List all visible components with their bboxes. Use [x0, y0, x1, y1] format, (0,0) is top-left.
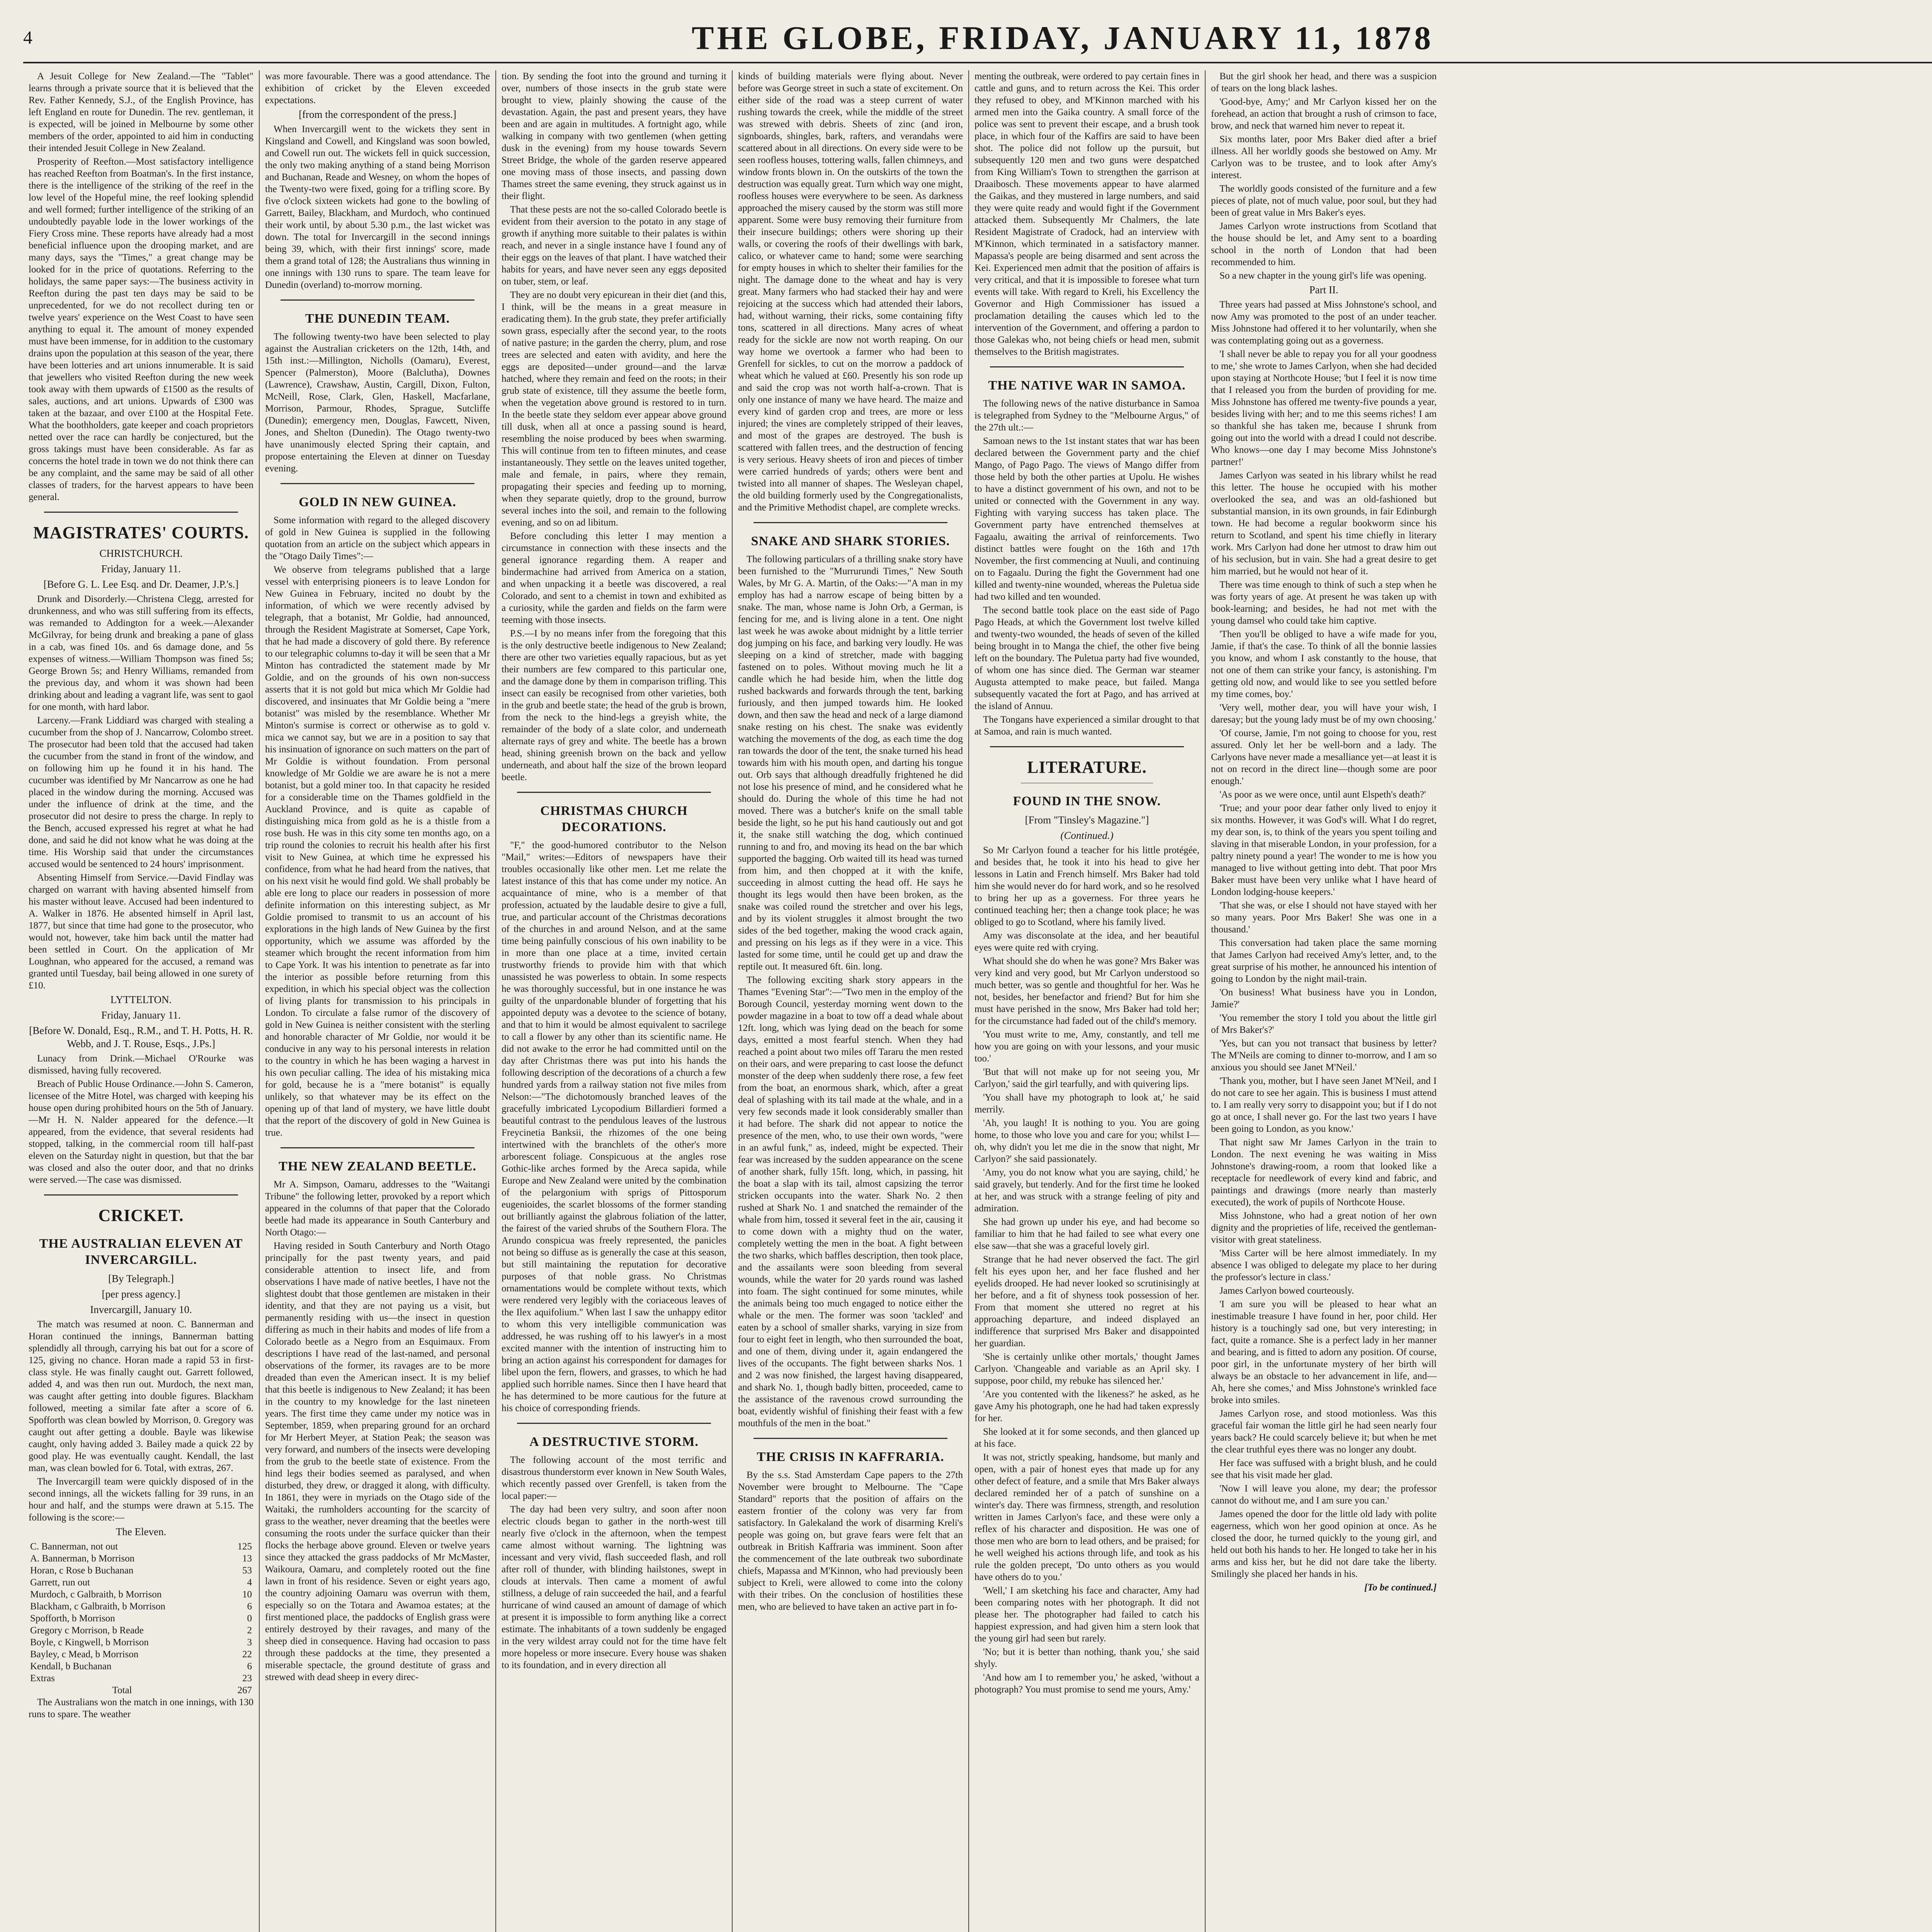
article-paragraph: 'Are you contented with the likeness?' he asked, as he gave Amy his photograph, one he had had taken expressly for her.: [975, 1389, 1199, 1423]
article-paragraph: 'Miss Carter will be here almost immediately. In my absence I was obliged to delegate my place to her during the professor's lecture in class.': [1211, 1248, 1437, 1282]
batsman-name: Bayley, c Mead, b Morrison: [30, 1649, 139, 1660]
article-paragraph: The match was resumed at noon. C. Bannerman and Horan continued the innings, Bannerman batting splendidly all through, carrying his bat out for a score of 125, giving no chance. Horan made a rapid 53 in first-class style. He was finally caught out. Garrett followed, added 4, and was then run out. Murdoch, the next man, was caught after getting into double figures. Blackham followed, meeting a similar fate after a score of 6. Spofforth was clean bowled by Morrison, 0. Gregory was caught out after getting a double. Bayle was likewise caught, only having added 3. Bailey made a quick 22 by good play. He was eventually caught. Kendall, the last man, was clean bowled for 6. Total, with extras, 267.: [29, 1319, 253, 1473]
column-4: [733, 70, 969, 1932]
batsman-name: Murdoch, c Galbraith, b Morrison: [30, 1589, 162, 1600]
batsman-name: Extras: [30, 1673, 55, 1684]
article-paragraph: The following news of the native disturbance in Samoa is telegraphed from Sydney to the "Melbourne Argus," of the 27th ult.:—: [975, 398, 1199, 433]
article-heading: SNAKE AND SHARK STORIES.: [751, 534, 950, 548]
column-2: [260, 70, 496, 1932]
article-paragraph: 'I shall never be able to repay you for all your goodness to me,' she wrote to James Carlyon, when she had decided upon staying at Northcote House; 'but I feel it is now time that I released you from the burden of providing for me. Miss Johnstone has offered me twenty-five pounds a year, besides living with her; and to me this seems riches! I am so thankful she has taken me, because I shrunk from going out into the world with a dread I could not describe. Who knows—one day I may become Miss Johnstone's partner!': [1211, 349, 1437, 467]
article-paragraph: James opened the door for the little old lady with polite eagerness, which won her good opinion at once. As he closed the door, he turned quickly to the young girl, and held out both his hands to her. He longed to take her in his arms and kiss her, but he did not dare take the liberty. Smilingly she placed her hands in his.: [1211, 1509, 1437, 1579]
article-paragraph: This conversation had taken place the same morning that James Carlyon had received Amy's letter, and, to the great surprise of his mother, he announced his intention of going to London by the night mail-train.: [1211, 938, 1437, 984]
article-paragraph: 'Now I will leave you alone, my dear; the professor cannot do without me, and I am sure you can.': [1211, 1483, 1437, 1506]
article-paragraph: Larceny.—Frank Liddiard was charged with stealing a cucumber from the shop of J. Nancarrow, Colombo street. The prosecutor had been told that the accused had taken the cucumber from the stand in front of the window, and on following him up he found it in his hand. The cucumber was identified by Mr Nancarrow as one he had placed in the window during the morning. Accused was under the influence of drink at the time, and the prosecutor did not desire to press the charge. In reply to the Bench, accused expressed his regret at what he had done, and said he did not know what he was doing at the time. His Worship said that under the circumstances accused would be sentenced to 24 hours' imprisonment.: [29, 715, 253, 869]
columns: [23, 70, 1932, 1932]
court-bench: [Before W. Donald, Esq., R.M., and T. H. Potts, H. R. Webb, and J. T. Rouse, Esqs., J.Ps.]: [29, 1025, 253, 1049]
article-paragraph: "F," the good-humored contributor to the Nelson "Mail," writes:—Editors of newspapers have their troubles occasionally like other men. Let me relate the latest instance of this that has come under my notice. An acquaintance of mine, who is a member of that profession, actuated by the laudable desire to give a full, true, and particular account of the Christmas decorations of the churches in and around Nelson, and at the same time being painfully conscious of his own inability to be in more than one place at a time, invited certain trustworthy friends to provide him with that which unassisted he was powerless to obtain. In some respects he was thoroughly successful, but in one instance he was guilty of the unpardonable blunder of forgetting that his appointed deputy was a devotee to the science of botany, and that to him it would be almost equivalent to sacrilege to call a flower by any other than its scientific name. He did not awake to the error he had committed until on the day after Christmas there was put into his hands the following description of the decorations of a church a few hundred yards from a railway station not five miles from Nelson:—"The dichotomously branched leaves of the gracefully imbricated Lycopodium Billardieri formed a beautiful contrast to the pendulous leaves of the lustrous Freycinetia Banksii, the rhizomes of the one being intertwined with the branchlets of the other's more arborescent foliage. Conspicuous at the angles rose Gothic-like arches formed by the Areca sapida, while Europe and New Zealand were united by the combination of the pelargonium with sprigs of Pittosporum eugenioides, the scarlet blossoms of the former standing out brilliantly against the glabrous foliation of the latter, the fairest of the varied shrubs of the Southern Flora. The Arundo conspicua was freely represented, the panicles not being so diffuse as is generally the case at this season, but still maintaining the reputation for decorative purposes of that noble grass. No Christmas ornamentations would be complete without texts, which were rendered very legibly with the coriaceous leaves of the Ilex aquifolium." When last I saw the unhappy editor to whom this very intelligible communication was addressed, he was rushing off to his lawyer's in a most excited manner with the intention of instructing him to bring an action against his correspondent for damages for libel upon the fern, flowers, and grasses, to which he had applied such horrible names. Since then I have heard that he has determined to be more cautious for the future at his choice of corresponding friends.: [502, 840, 726, 1413]
article-paragraph: Mr A. Simpson, Oamaru, addresses to the "Waitangi Tribune" the following letter, provoked by a report which appeared in the columns of that paper that the Colorado beetle had made its appearance in South Canterbury and North Otago:—: [265, 1179, 490, 1238]
scorecard-row: [29, 1553, 253, 1565]
column-3: [496, 70, 733, 1932]
agency: [per press agency.]: [102, 1288, 180, 1300]
article-heading: THE NATIVE WAR IN SAMOA.: [988, 378, 1186, 393]
article-paragraph: Amy was disconsolate at the idea, and her beautiful eyes were quite red with crying.: [975, 930, 1199, 953]
source-line: [From "Tinsley's Magazine."]: [1025, 814, 1149, 826]
article-paragraph: 'And how am I to remember you,' he asked, 'without a photograph? You must promise to send me yours, Amy.': [975, 1672, 1199, 1695]
divider: [281, 299, 474, 301]
article-paragraph: Samoan news to the 1st instant states that war has been declared between the Government party and the chief Mango, of Pago Pago. The views of Mango differ from those held by both the other parties at Upolu. He wishes to have a distinct government of his own, and not to be united or connected with the Government in any way. Fighting with varying success has taken place. The Government party have entrenched themselves at Fagaalu, awaiting the arrival of reinforcements. Two distinct battles were fought on the 16th and 17th November, the first commencing at Nuuli, and continuing on to Fagaalu. During the fight the Government had one killed and twenty-nine wounded, whereas the Puletua side had two killed and ten wounded.: [975, 436, 1199, 602]
article-paragraph: She had grown up under his eye, and had become so familiar to him that he had failed to see what every one else saw—that she was a graceful lovely girl.: [975, 1217, 1199, 1251]
batsman-runs: 4: [247, 1577, 252, 1588]
article-paragraph: A Jesuit College for New Zealand.—The "Tablet" learns through a private source that it is believed that the Rev. Father Kennedy, S.J., of the English Province, has left England en route for Dunedin. The rev. gentleman, it is expected, will be joined in Melbourne by some other members of the order, appointed to aid him in conducting their intended Jesuit College in New Zealand.: [29, 71, 253, 153]
article-paragraph: The Australians won the match in one innings, with 130 runs to spare. The weather: [29, 1697, 253, 1719]
article-paragraph: menting the outbreak, were ordered to pay certain fines in cattle and guns, and to return across the Kei. This order they refused to obey, and M'Kinnon marched with his armed men into the Gaika country. A small force of the police was sent to prevent their escape, and a brush took place, in which four of the Kaffirs are said to have been shot. The police did not follow up the pursuit, but subsequently 120 men and two guns were despatched from King William's Town to strengthen the garrison at Draaibosch. These movements appear to have alarmed the Gaikas, and they mustered in large numbers, and said they were quite ready and would fight if the Government attacked them. Subsequently Mr Chalmers, the late Resident Magistrate of Cradock, had an interview with M'Kinnon, which terminated in a satisfactory manner. Mapassa's people are being disarmed and sent across the Kei. Experienced men admit that the position of affairs is very critical, and that it is impossible to foresee what turn events will take. With regard to Kreli, his Excellency the Governor and High Commissioner has issued a proclamation detailing the causes which led to the intervention of the Government, and offering a pardon to those Galekas who, not being chiefs or head men, submit themselves to the British magistrates.: [975, 71, 1199, 357]
article-paragraph: 'But that will not make up for not seeing you, Mr Carlyon,' said the girl tearfully, and with quivering lips.: [975, 1067, 1199, 1089]
scorecard-total-label: Total: [112, 1685, 132, 1696]
divider: [990, 746, 1184, 747]
article-paragraph: James Carlyon bowed courteously.: [1219, 1286, 1354, 1296]
article-heading: THE NEW ZEALAND BEETLE.: [279, 1159, 476, 1173]
article-paragraph: So a new chapter in the young girl's life was opening.: [1219, 270, 1427, 281]
column-6: [1206, 70, 1442, 1932]
divider: [517, 1423, 711, 1424]
scorecard-row: [29, 1672, 253, 1684]
batsman-runs: 10: [242, 1589, 252, 1600]
scorecard-table: [29, 1541, 253, 1696]
section-heading: MAGISTRATES' COURTS.: [33, 523, 249, 542]
divider: [753, 522, 947, 523]
batsman-runs: 6: [247, 1661, 252, 1672]
newspaper-title: THE GLOBE, FRIDAY, JANUARY 11, 1878: [692, 19, 1434, 56]
section-heading: LITERATURE.: [1027, 758, 1147, 777]
article-paragraph: Three years had passed at Miss Johnstone's school, and now Amy was promoted to the post of an under teacher. Miss Johnstone had offered it to her voluntarily, when she was contemplating going out as a governess.: [1211, 299, 1437, 346]
divider: [281, 483, 474, 484]
article-paragraph: 'Very well, mother dear, you will have your wish, I daresay; but the young lady must be of my own choosing.': [1211, 702, 1437, 725]
article-paragraph: 'You remember the story I told you about the little girl of Mrs Baker's?': [1211, 1013, 1437, 1035]
scorecard-row: [29, 1648, 253, 1660]
article-paragraph: Having resided in South Canterbury and North Otago principally for the past twenty years, and paid considerable attention to insect life, and from observations I have made of native beetles, I have not the slightest doubt that those gentlemen are mistaken in their identity, and that they are not paying us a visit, but permanently residing with us—the insect in question differing as much in their habits and modes of life from a Colorado beetle as a Negro from an Esquimaux. From descriptions I have read of the last-named, and personal observations of the former, its ravages are to be more dreaded than even the American insect. It is my belief that this beetle is indigenous to New Zealand; it has been in the country to my knowledge for the last nineteen years. The first time they came under my notice was in September, 1859, when preparing ground for an orchard for Mr Herbert Meyer, at Station Peak; the season was very forward, and numbers of the insects were developing from the grub to the beetle state of existence. From the hind legs their bodies seemed as paralysed, and when disturbed, they drew, or dragged it along, with difficulty. In 1861, they were in myriads on the Otago side of the Waitaki, the rumholders accounting for the scarcity of grass to the weather, never dreaming that the beetles were consuming the roots under the surface quicker than their flocks the herbage above ground. Eleven or twelve years since they attacked the grass paddocks of Mr McMaster, Waikoura, Oamaru, and completely rooted out the fine lawn in front of his residence. Seven or eight years ago, the country adjoining Oamaru was overrun with them, especially so on the Totara and Awamoa estates; at the first mentioned place, the paddocks of English grass were entirely destroyed by their ravages, and many of the sheep died in consequence. Having had occasion to pass through these paddocks at the time, they presented a miserable spectacle, the ground destitute of grass and strewed with dead sheep in every direc-: [265, 1241, 490, 1682]
court-name: CHRISTCHURCH.: [99, 548, 183, 559]
batsman-name: A. Bannerman, b Morrison: [30, 1553, 135, 1564]
article-heading: GOLD IN NEW GUINEA.: [299, 495, 456, 509]
article-paragraph: 'Well,' I am sketching his face and character, Amy had been comparing notes with her photograph. It did not please her. The photographer had failed to catch his happiest expression, and had given him a stern look that the young girl had seen but rarely.: [975, 1585, 1199, 1644]
article-paragraph: We observe from telegrams published that a large vessel with enterprising pioneers is to leave London for New Guinea in February, incited no doubt by the information, of which we were recently advised by telegraph, that a botanist, Mr Goldie, had announced, through the Resident Magistrate at Somerset, Cape York, that he had made a discovery of gold there. By reference to our telegraphic columns to-day it will be seen that a Mr Minton has contradicted the statement made by Mr Goldie, and on the grounds of his own non-success asserts that it is not gold but mica which Mr Goldie had discovered, and insinuates that Mr Goldie being a "mere botanist" was misled by the resemblance. Whether Mr Minton's surmise is correct or otherwise as to gold v. mica we cannot say, but we are in a position to say that his insinuation of ignorance on such matters on the part of Mr Goldie is without foundation. From personal knowledge of Mr Goldie we are aware he is not a mere botanist, but a gold miner too. In that capacity he resided for a considerable time on the Thames goldfield in the Auckland Province, and is quite as capable of distinguishing mica from gold as he is a thistle from a rose bush. He was in this city some ten months ago, on a trip round the colonies to recruit his health after his first visit to New Guinea, at which time he expressed his confidence, from what he had heard from the natives, that on his next visit he would find gold. We shall probably be able ere long to place our readers in possession of more definite information on this interesting subject, as Mr Goldie promised to transmit to us an account of his explorations in the high lands of New Guinea by the first opportunity, which we assume was afforded by the steamer which brought the recent information from him to Cape York. It was his intention to penetrate as far into the interior as possible before returning from this expedition, in which his special object was the collection of living plants for transmission to his principals in London. To circulate a false rumor of the discovery of gold in New Guinea is neither consistent with the sterling and honorable character of Mr Goldie, nor would it be conducive in any way to his personal interests in relation to the country in which he has been waging a harvest in his own peculiar calling. The idea of his mistaking mica for gold, because he is a "mere botanist" is equally unlikely, so that whatever may be its effect on the opening up of that land of mystery, we have little doubt that the report of the discovery of gold in New Guinea is true.: [265, 565, 490, 1138]
article-paragraph: So Mr Carlyon found a teacher for his little protégée, and besides that, he took it into his head to give her lessons in Latin and French himself. Mrs Baker had told him she would never do for hard work, and so he resolved to bring her up as a governess. For three years he continued teaching her; then a change took place; he was obliged to go to Scotland, where his family lived.: [975, 845, 1199, 927]
court-date: Friday, January 11.: [101, 563, 181, 575]
article-paragraph: The following account of the most terrific and disastrous thunderstorm ever known in New South Wales, which recently passed over Grenfell, is taken from the local paper:—: [502, 1455, 726, 1501]
article-paragraph: 'That she was, or else I should not have stayed with her so many years. Poor Mrs Baker! She was one in a thousand.': [1211, 900, 1437, 935]
article-paragraph: James Carlyon rose, and stood motionless. Was this graceful fair woman the little girl he had seen nearly four years back? He could scarcely believe it; but when he met the clear truthful eyes there was no longer any doubt.: [1211, 1408, 1437, 1455]
article-paragraph: The day had been very sultry, and soon after noon electric clouds began to gather in the north-west till nearly five o'clock in the afternoon, when the tempest came almost without warning. The lightning was incessant and very vivid, flash succeeded flash, and roll after roll of thunder, with blinding hailstones, swept in clouds at intervals. Then came a moment of awful stillness, a deluge of rain succeeded the hail, and a fearful hurricane of wind caused an amount of damage of which at present it is impossible to form anything like a correct estimate. The inhabitants of a town suddenly be engaged in the very wildest array could not for the time have felt more hopeless or more insecure. Every house was shaken to its foundation, and in every direction all: [502, 1504, 726, 1670]
article-paragraph: 'Yes, but can you not transact that business by letter? The M'Neils are coming to dinner to-morrow, and I am so anxious you should see Janet M'Neil.': [1211, 1038, 1437, 1073]
article-paragraph: The worldly goods consisted of the furniture and a few pieces of plate, not of much value, poor soul, but they had been of great value in Mrs Baker's eyes.: [1211, 184, 1437, 218]
article-paragraph: 'Amy, you do not know what you are saying, child,' he said gravely, but tenderly. And for the first time he looked at her, and was struck with a strange feeling of pity and admiration.: [975, 1167, 1199, 1214]
batsman-name: Boyle, c Kingwell, b Morrison: [30, 1637, 149, 1648]
divider: [990, 366, 1184, 367]
batsman-name: Gregory c Morrison, b Reade: [30, 1625, 144, 1636]
article-paragraph: Breach of Public House Ordinance.—John S. Cameron, licensee of the Mitre Hotel, was charged with keeping his house open during prohibited hours on the 5th of January.—Mr H. N. Nalder appeared for the defence.—It appeared, from the evidence, that several residents had stopped, talking, in the commercial room till half-past eleven on the Saturday night in question, but that the bar was closed and also the outer door, and that no drinks were served.—The case was dismissed.: [29, 1079, 253, 1185]
scorecard-total: 267: [237, 1685, 252, 1696]
article-paragraph: 'Then you'll be obliged to have a wife made for you, Jamie, if that's the case. To think of all the bonnie lassies you know, and whom I ask constantly to the house, that not one of them can strike your fancy, is astonishing. I'm getting old now, and would like to see you settled before my time comes, boy.': [1211, 629, 1437, 699]
court-name: LYTTELTON.: [110, 994, 172, 1005]
article-paragraph: Some information with regard to the alleged discovery of gold in New Guinea is supplied in the following quotation from an article on the subject which appears in the "Otago Daily Times":—: [265, 515, 490, 561]
article-heading: THE DUNEDIN TEAM.: [305, 311, 450, 326]
article-paragraph: Lunacy from Drink.—Michael O'Rourke was dismissed, having fully recovered.: [29, 1053, 253, 1076]
article-paragraph: James Carlyon wrote instructions from Scotland that the house should be let, and Amy sent to a boarding school in the north of London that had been recommended to him.: [1211, 221, 1437, 267]
batsman-runs: 13: [242, 1553, 252, 1564]
dateline: Invercargill, January 10.: [90, 1304, 192, 1315]
scorecard-total-row: [29, 1684, 253, 1696]
correspondent-line: [from the correspondent of the press.]: [299, 109, 456, 120]
divider: [281, 1147, 474, 1148]
batsman-name: Blackham, c Galbraith, b Morrison: [30, 1601, 165, 1612]
article-paragraph: The following exciting shark story appears in the Thames "Evening Star":—"Two men in the employ of the Borough Council, yesterday morning went down to the powder magazine in a boat to tow off a dead whale about 12ft. long, which was lying dead on the beach for some days, emitted a most fearful stench. When they had reached a point about two miles off Tararu the men rested on their oars, and were preparing to cast loose the defunct monster of the deep when suddenly there rose, a few feet from the boat, an enormous shark, which, after a great deal of splashing with its tail made at the whale, and in a very few seconds made it look considerably smaller than it had before. The shark did not appear to notice the presence of the men, who, to use their own words, "were in an awful funk," as, indeed, might be expected. Their fear was increased by the sudden appearance on the scene of another shark, fully 15ft. long, which, in passing, hit the boat a slap with its tail, almost capsizing the terror stricken occupants into the water. Shark No. 2 then rushed at Shark No. 1 and snatched the remainder of the whale from him, tossed it several feet in the air, causing it to come down with a mighty thud on the water, completely wetting the men in the boat. A fight between the two sharks, which baffles description, then took place, and the assailants were soon bleeding from several wounds, while the water for 20 yards round was lashed into foam. The sight continued for some minutes, while the animals being too much engaged to notice either the whale or the men. The former was soon 'tackled' and eaten by a school of smaller sharks, varying in size from four to eight feet in length, who then surrounded the boat, and one of them, diving under it, again endangered the lives of the occupants. The fight between sharks Nos. 1 and 2 was now finished, the largest having disappeared, and shark No. 1, though badly bitten, proceeded, came to the assistance of the ravenous crowd surrounding the boat, evidently wishful of finishing their feast with a few mouthfuls of the men in the boat.": [738, 975, 963, 1429]
batsman-runs: 0: [247, 1613, 252, 1624]
section-heading: CRICKET.: [98, 1206, 184, 1225]
article-paragraph: They are no doubt very epicurean in their diet (and this, I think, will be the means in a great measure in eradicating them). In the grub state, they prefer artificially sown grass, especially after the second year, to the roots of native pasture; in the garden the cherry, plum, and rose trees are selected and eaten with avidity, and here the eggs are deposited—under ground—and the larvæ hatched, where they remain and feed on the roots; in their grub state of existence, till they assume the beetle form, when the vegetation above ground is restored to in turn. In the beetle state they seldom ever appear above ground till dusk, when all at once a passing sound is heard, resembling the noise produced by bees when swarming. This will continue from ten to fifteen minutes, and cease instantaneously. They settle on the leaves united together, male and female, in pairs, where they remain, propagating their species and feeding up to morning, when they separate quietly, drop to the ground, burrow several inches into the soil, and remain to the following evening, and so on ad libitum.: [502, 290, 726, 528]
scorecard-row: [29, 1565, 253, 1577]
divider: [44, 512, 238, 513]
scorecard-row: [29, 1577, 253, 1588]
article-paragraph: The Tongans have experienced a similar drought to that at Samoa, and rain is much wanted.: [975, 714, 1199, 737]
article-paragraph: There was time enough to think of such a step when he was forty years of age. At present he was taken up with book-learning; and besides, he had not met with the young damsel who could take him captive.: [1211, 580, 1437, 626]
scorecard-row: [29, 1588, 253, 1600]
article-paragraph: Absenting Himself from Service.—David Findlay was charged on warrant with having absented himself from his master without leave. Accused had been indentured to A. Walker in 1876. He absented himself in April last, 1877, but since that time had gone to the prosecutor, who would not, however, take him back until the matter had been settled in Court. On the application of Mr Loughnan, who appeared for the accused, a remand was granted until Tuesday, bail being allowed in one surety of £10.: [29, 872, 253, 991]
scorecard-row: [29, 1600, 253, 1612]
article-paragraph: What should she do when he was gone? Mrs Baker was very kind and very good, but Mr Carlyon understood so much better, was so gentle and thoughtful for her. Was he not, besides, her benefactor and friend? But for him she must have perished in the snow, Mrs Baker had told her; for the circumstance had faded out of the child's memory.: [975, 956, 1199, 1026]
batsman-runs: 23: [242, 1673, 252, 1684]
article-paragraph: But the girl shook her head, and there was a suspicion of tears on the long black lashes.: [1211, 71, 1437, 94]
article-heading: THE AUSTRALIAN ELEVEN AT INVERCARGILL.: [39, 1236, 243, 1267]
divider: [517, 792, 711, 793]
dateline: [By Telegraph.]: [108, 1273, 174, 1284]
article-paragraph: P.S.—I by no means infer from the foregoing that this is the only destructive beetle indigenous to New Zealand; there are other two varieties equally rapacious, but as yet their numbers are few compared to this particular one, and the damage done by them in comparison trifling. This insect can easily be recognised from other varieties, both in the grub and beetle state; the head of the grub is brown, from the neck to the hind-legs a greyish white, the remainder of the body of a slate color, and underneath alternate rays of grey and white. The beetle has a brown head, shining greenish brown on the back and yellow underneath, and about half the size of the brown leopard beetle.: [502, 628, 726, 782]
article-heading: THE CRISIS IN KAFFRARIA.: [757, 1450, 944, 1464]
court-bench: [Before G. L. Lee Esq. and Dr. Deamer, J.P.'s.]: [43, 578, 239, 590]
article-paragraph: That night saw Mr James Carlyon in the train to London. The next evening he was waiting in Miss Johnstone's drawing-room, a room that looked like a receptacle for needlework of every kind and fabric, and paintings and drawings (more nearly than masterly executed), the work of pupils of Northcote House.: [1211, 1137, 1437, 1208]
batsman-name: Garrett, run out: [30, 1577, 90, 1588]
column-5: [969, 70, 1206, 1932]
batsman-runs: 3: [247, 1637, 252, 1648]
article-heading: A DESTRUCTIVE STORM.: [529, 1435, 699, 1449]
to-be-continued: [To be continued.]: [1364, 1582, 1437, 1593]
article-paragraph: The following twenty-two have been selected to play against the Australian cricketers on the 12th, 14th, and 15th inst.:—Millington, Nicholls (Oamaru), Everest, Spencer (Palmerston), Moore (Balclutha), Downes (Lawrence), Crawshaw, Austin, Cargill, Dixon, Fulton, McNeill, Rose, Clark, Glen, Haskell, Macfarlane, Morrison, Parmour, Rhodes, Sprague, Sutcliffe (Dunedin); emergency men, Douglas, Fawcett, Niven, Jones, and Shelton (Dunedin). The Otago twenty-two have unanimously elected Spring their captain, and propose entertaining the Eleven at dinner on Tuesday evening.: [265, 332, 490, 474]
masthead: [23, 15, 1932, 63]
article-paragraph: 'No; but it is better than nothing, thank you,' she said shyly.: [975, 1647, 1199, 1669]
article-paragraph: When Invercargill went to the wickets they sent in Kingsland and Cowell, and Kingsland was soon bowled, and Cowell run out. The wickets fell in quick succession, the only two making anything of a stand being Morrison and Buchanan, Reade and Wesney, on whom the hopes of the Twenty-two were fixed, going for a trifling score. By five o'clock sixteen wickets had gone to the bowling of Garrett, Bailey, Blackham, and Murdoch, who continued their work until, by about 5.30 p.m., the last wicket was down. The total for Invercargill in the second innings being 39, which, with their first innings' score, made them a grand total of 128; the Australians thus winning in one innings with 130 runs to spare. The team leave for Dunedin (overland) to-morrow morning.: [265, 124, 490, 290]
article-paragraph: tion. By sending the foot into the ground and turning it over, numbers of those insects in the grub state were brought to view, plainly showing the cause of the devastation. Again, the past and present years, they have been and are again in multitudes. A fortnight ago, while walking in company with two gentlemen (when getting dusk in the evening) from my house towards Severn Street Bridge, the whole of the garden reserve appeared one moving mass of those insects, and passing down Thames street the same evening, they struck against us in their flight.: [502, 71, 726, 201]
article-paragraph: 'Thank you, mother, but I have seen Janet M'Neil, and I do not care to see her again. This is business I must attend to. I am really very sorry to disappoint you; but if I do not go at once, I shall never go. For the last two years I have been going to London, as you know.': [1211, 1076, 1437, 1134]
article-paragraph: 'Good-bye, Amy;' and Mr Carlyon kissed her on the forehead, an action that brought a rush of crimson to face, brow, and neck that warned him never to repeat it.: [1211, 97, 1437, 131]
article-paragraph: 'She is certainly unlike other mortals,' thought James Carlyon. 'Changeable and variable as an April sky. I suppose, poor child, my rebuke has silenced her.': [975, 1352, 1199, 1386]
article-paragraph: The following particulars of a thrilling snake story have been furnished to the "Murrurundi Times," New South Wales, by Mr G. A. Martin, of the Oaks:—"A man in my employ has had a narrow escape of being bitten by a snake. The man, whose name is John Orb, a German, is fencing for me, and is living alone in a tent. One night last week he was awoke about midnight by a little terrier dog jumping on his face, and barking very loudly. He was sleeping on a kind of stretcher, made with bagging fastened on to poles. Without moving much he lit a candle which he had beside him, when the little dog rushed backwards and forwards through the tent, barking furiously, and then jumped towards him. He looked down, and then saw the head and neck of a large diamond snake resting on his chest. The snake was evidently watching the movements of the dog, as each time the dog ran towards the door of the tent, the snake turned his head towards him with his mouth open, and darting his tongue out. Orb says that although dreadfully frightened he did not lose his presence of mind, and he considered what he should do. During the whole of this time he had not moved. There was a butcher's knife on the small table beside the light, so he put his hand cautiously out and got it, the snake still watching the dog, which continued running to and fro, and moving its head on the bar which supported the bagging. Orb waited till its head was turned from him, and then chopped at it with the knife, succeeding in almost cutting the head off. He says he thought its legs would then have been broken, as the snake was coiled round the stretcher and over his legs, and by its violent struggles it almost brought the two sides of the bed together, making the wood crack again, and pressing on his legs as if they were in a vice. This lasted for some time, until he could get up and draw the reptile out. It measured 6ft. 6in. long.: [738, 554, 963, 972]
continued-line: (Continued.): [1060, 830, 1114, 841]
article-paragraph: 'Of course, Jamie, I'm not going to choose for you, rest assured. Only let her be well-born and a lady. The Carlyons have never made a mesalliance yet—at least it is not on record in the direct line—though some are poor enough.': [1211, 728, 1437, 786]
scorecard-row: [29, 1541, 253, 1553]
article-paragraph: By the s.s. Stad Amsterdam Cape papers to the 27th November were brought to Melbourne. The "Cape Standard" reports that the position of affairs on the eastern frontier of the colony was very far from satisfactory. In Galekaland the work of disarming Kreli's people was going on, but grave fears were felt that an outbreak in British Kaffraria was imminent. Soon after the commencement of the late outbreak two subordinate chiefs, Mapassa and M'Kinnon, who had previously been subject to Kreli, were allowed to come into the colony with their tribes. On the conclusion of hostilities these men, who are believed to have taken an active part in fo-: [738, 1470, 963, 1612]
scorecard-row: [29, 1624, 253, 1636]
article-paragraph: 'As poor as we were once, until aunt Elspeth's death?': [1219, 789, 1426, 800]
column-1: [23, 70, 260, 1932]
batsman-runs: 2: [247, 1625, 252, 1636]
batsman-runs: 6: [247, 1601, 252, 1612]
article-paragraph: Miss Johnstone, who had a great notion of her own dignity and the proprieties of life, received the gentleman-visitor with great stateliness.: [1211, 1211, 1437, 1245]
court-date: Friday, January 11.: [101, 1009, 181, 1021]
article-paragraph: Six months later, poor Mrs Baker died after a brief illness. All her worldly goods she bestowed on Amy. Mr Carlyon was to be trustee, and to look after Amy's interest.: [1211, 134, 1437, 180]
batsman-name: C. Bannerman, not out: [30, 1541, 118, 1552]
batsman-name: Kendall, b Buchanan: [30, 1661, 112, 1672]
article-paragraph: 'Ah, you laugh! It is nothing to you. You are going home, to those who love you and care for you; whilst I—oh, why didn't you let me die in the snow that night, Mr Carlyon?' she said passionately.: [975, 1118, 1199, 1164]
article-paragraph: 'You must write to me, Amy, constantly, and tell me how you are going on with your lessons, and your music too.': [975, 1029, 1199, 1064]
article-paragraph: 'True; and your poor dear father only lived to enjoy it six months. However, it was God's will. What I do regret, my dear son, is, to think of the years you spent toiling and slaving in that miserable London, in your profession, for a paltry ninety pound a year! The wonder to me is how you managed to live without getting into debt. That poor Mrs Baker must have been very unlike what I have heard of London lodging-house keepers.': [1211, 803, 1437, 897]
article-paragraph: 'I am sure you will be pleased to hear what an inestimable treasure I have found in her, poor child. Her history is a touchingly sad one, but very interesting; in fact, quite a romance. She is a perfect lady in her manner and bearing, and is fitted to adorn any position. Of course, poor girl, in the unfortunate mystery of her birth will always be an obstacle to her advancement in life, and—Ah, here she comes,' and Miss Johnstone's wrinkled face broke into smiles.: [1211, 1299, 1437, 1405]
article-paragraph: It was not, strictly speaking, handsome, but manly and open, with a pair of honest eyes that made up for any other defect of feature, and a smile that Mrs Baker always declared reminded her of a patch of sunshine on a winter's day. There was firmness, strength, and resolution written in James Carlyon's face, and these were only a reflex of his character and disposition. He was one of those men who are born to lead others, and be praised; for he well weighed his actions through life, and took as his rule the golden precept, 'Do unto others as you would have others do to you.': [975, 1452, 1199, 1582]
page-number: 4: [23, 27, 32, 48]
scorecard-row: [29, 1660, 253, 1672]
scorecard-row: [29, 1612, 253, 1624]
batsman-name: Spofforth, b Morrison: [30, 1613, 115, 1624]
article-paragraph: The second battle took place on the east side of Pago Pago Heads, at which the Government lost twelve killed and twenty-two wounded, the heads of seven of the killed being brought in to Manga the chief, the other five being left on the boundary. The Puletua party had five wounded, of whom one has since died. The German war steamer Augusta attempted to make peace, but failed. Manga subsequently vacated the fort at Pago, and has arrived at the island of Annuu.: [975, 605, 1199, 711]
article-paragraph: was more favourable. There was a good attendance. The exhibition of cricket by the Eleven exceeded expectations.: [265, 71, 490, 105]
scorecard-row: [29, 1636, 253, 1648]
article-paragraph: Strange that he had never observed the fact. The girl felt his eyes upon her, and her face flushed and her eyelids drooped. He had never looked so scrutinisingly at her before, and a fit of shyness took possession of her. From that moment she uttered no regret at his approaching departure, and indeed displayed an indifference that surprised Mrs Baker and disappointed her guardian.: [975, 1254, 1199, 1349]
batsman-name: Horan, c Rose b Buchanan: [30, 1565, 134, 1576]
divider: [44, 1194, 238, 1196]
article-paragraph: That these pests are not the so-called Colorado beetle is evident from their aversion to the potato in any stage of growth if anything more suitable to their palates is within reach, and never in a single instance have I found any of their eggs on the leaves of that plant. I have watched their habits for years, and have never seen any eggs deposited on tuber, stem, or leaf.: [502, 204, 726, 287]
article-paragraph: 'On business! What business have you in London, Jamie?': [1211, 987, 1437, 1010]
article-paragraph: kinds of building materials were flying about. Never before was George street in such a state of excitement. On either side of the road was a steep current of water rushing towards the creek, while the middle of the street was strewed with debris. Sheets of zinc (and iron, signboards, shingles, bark, rafters, and verandahs were scattered about in all directions. On every side were to be seen roofless houses, tottering walls, fallen chimneys, and window fronts blown in. On the outskirts of the town the destruction was equally great. Turn which way one might, roofless houses were everywhere to be seen. As darkness approached the misery caused by the storm was still more apparent. Some were busy removing their furniture from their insecure buildings; others were shoring up their walls, or covering the roofs of their dwellings with bark, calico, or whatever came to hand; some were searching for empty houses in which to shelter their families for the night. The damage done to the wheat and hay is very great. Many farmers who had stacked their hay and were rejoicing at the success which had attended their labors, had, without warning, their ricks, some containing fifty tons, scattered in all directions. Many acres of wheat ready for the sickle are now not worth reaping. On our way home we overtook a farmer who had been to Grenfell for sickles, to cut on the morrow a paddock of wheat which he valued at £60. Presently his son rode up and said the crop was not worth half-a-crown. That is only one instance of many we have heard. The maize and every kind of garden crop and trees, are more or less injured; the vines are completely stripped of their leaves, and most of the grapes are destroyed. The bush is scattered with fallen trees, and the destruction of fencing is very serious. Heavy sheets of iron and pieces of timber were carried hundreds of yards; others were bent and twisted into all manner of shapes. The Wesleyan chapel, the old building formerly used by the Congregationalists, and the Primitive Methodist chapel, are complete wrecks.: [738, 71, 963, 513]
article-paragraph: Her face was suffused with a bright blush, and he could see that his visit made her glad.: [1211, 1458, 1437, 1480]
article-paragraph: James Carlyon was seated in his library whilst he read this letter. The house he occupied with his mother overlooked the sea, and was an old-fashioned but substantial mansion, in its own grounds, in fair Edinburgh town. He had become a regular bookworm since his return to Scotland, and spent his time chiefly in literary work. Mrs Carlyon had done her utmost to draw him out of his seclusion, but in vain. She had a great desire to get him married, but he would not hear of it.: [1211, 470, 1437, 577]
divider: [753, 1438, 947, 1439]
article-paragraph: Before concluding this letter I may mention a circumstance in connection with these insects and the general ignorance regarding them. A reaper and bindermachine had arrived from America on a station, and when unpacking it a beetle was discovered, a real Colorado, and sent to a chemist in town and exhibited as a curiosity, while the garden and fields on the farm were teeming with those insects.: [502, 531, 726, 625]
batsman-runs: 125: [237, 1541, 252, 1552]
article-paragraph: 'You shall have my photograph to look at,' he said merrily.: [975, 1092, 1199, 1115]
article-heading: FOUND IN THE SNOW.: [1013, 794, 1161, 808]
article-paragraph: She looked at it for some seconds, and then glanced up at his face.: [975, 1427, 1199, 1449]
article-paragraph: Drunk and Disorderly.—Christena Clegg, arrested for drunkenness, and who was still suffering from its effects, was remanded to Addington for a week.—Alexander McGilvray, for being drunk and breaking a pane of glass in a cab, was fined 10s. and 6s damage done, and 5s expenses of witness.—William Thompson was fined 5s; George Brown 5s; and Henry Williams, remanded from the previous day, and whom it was shown had been drinking about and leading a vagrant life, was sent to gaol for one month, with hard labor.: [29, 594, 253, 712]
scorecard-title: The Eleven.: [116, 1526, 167, 1537]
batsman-runs: 22: [242, 1649, 252, 1660]
article-paragraph: The Invercargill team were quickly disposed of in the second innings, all the wickets falling for 39 runs, in an hour and half, and the stumps were drawn at 5.15. The following is the score:—: [29, 1476, 253, 1523]
article-heading: CHRISTMAS CHURCH DECORATIONS.: [540, 804, 688, 834]
article-paragraph: Prosperity of Reefton.—Most satisfactory intelligence has reached Reefton from Boatman's. In the first instance, there is the intelligence of the striking of the reef in the low level of the Hopeful mine, the reef looking splendid and well formed; further intelligence of the striking of an undoubtedly payable lode in the lower workings of the Fiery Cross mine. These reports have already had a most beneficial influence upon the drooping market, and are many days, says the "Times," a great change may be looked for in the price of quotations. Referring to the holidays, the same paper says:—The business activity in Reefton during the past ten days may be said to be unprecedented, for we do not recollect during ten or twelve years' experience on the West Coast to have seen anything to equal it. The amount of money expended must have been immense, for in addition to the customary drains upon the population at this season of the year, there have been lotteries and art unions innumerable. It is said that jewellers who visited Reefton during the new week took away with them upwards of £1500 as the results of sales, auctions, and art unions. Upwards of £300 was taken at the bazaar, and over £100 at the Hospital Fete. What the boothholders, gate keeper and coach proprietors netted over the race can hardly be conjectured, but the gross takings must have been considerable. As far as concerns the hotel trade in town we do not think there can be any complaint, and the same may be said of all other classes of traders, for the harvest appears to have been general.: [29, 156, 253, 502]
batsman-runs: 53: [242, 1565, 252, 1576]
part-heading: Part II.: [1309, 284, 1338, 296]
